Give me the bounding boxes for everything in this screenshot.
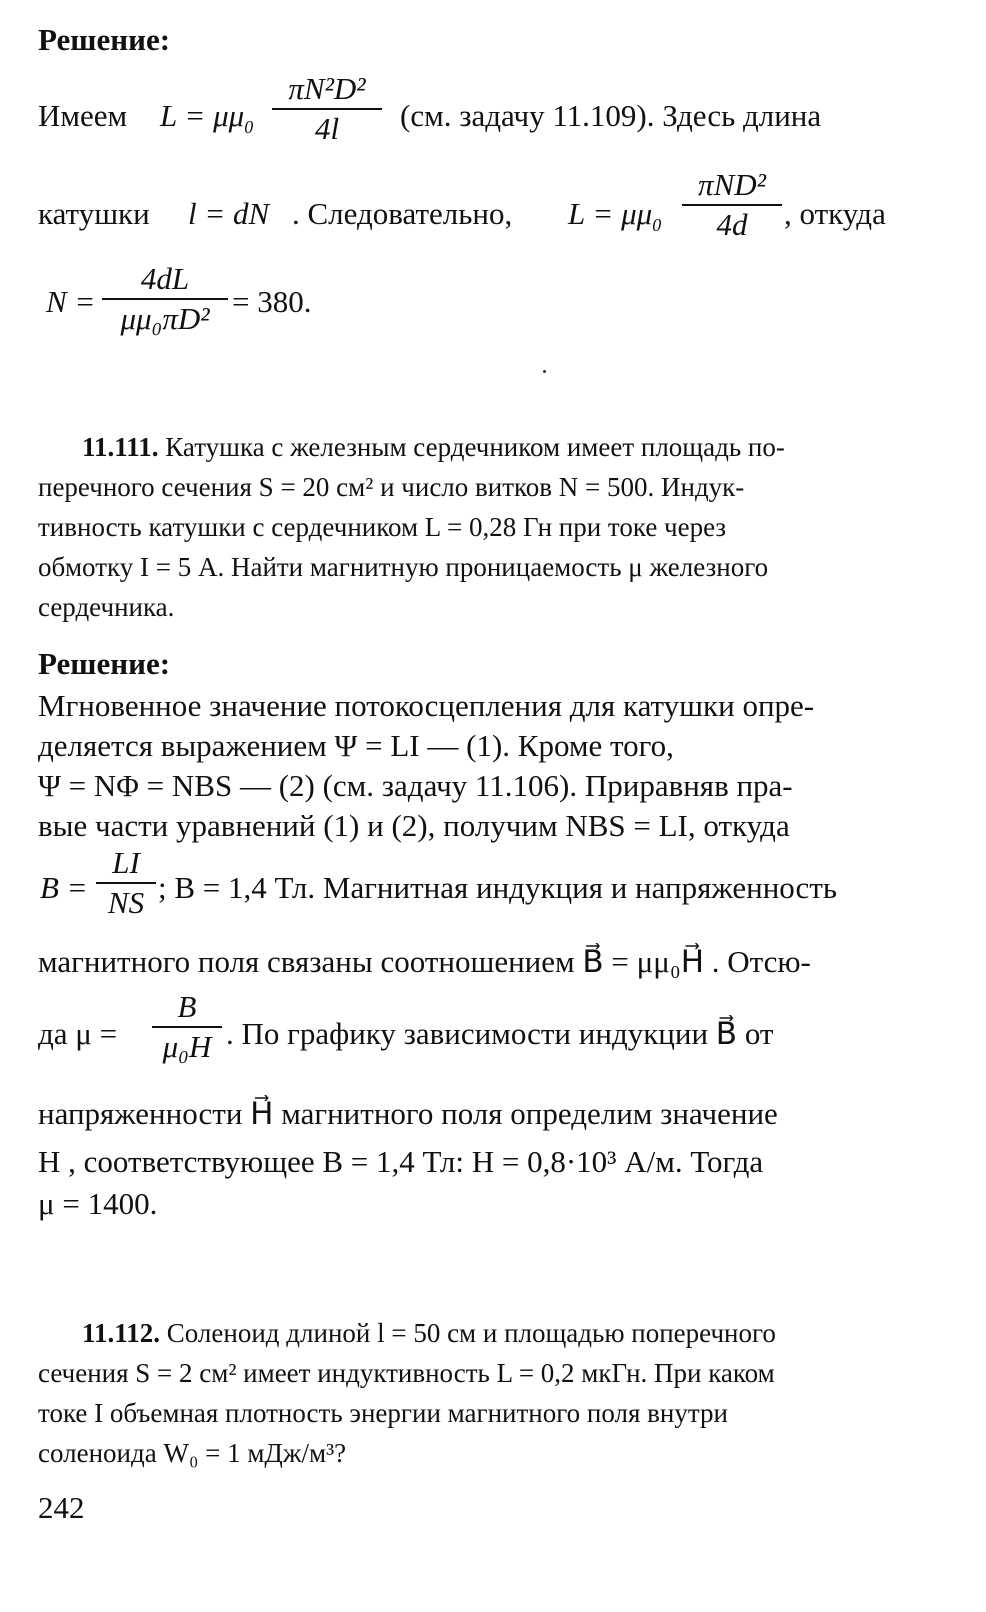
- formula: l = dN: [188, 196, 270, 231]
- text-line: Имеем: [38, 98, 128, 133]
- text-line: деляется выражением Ψ = LI — (1). Кроме того,: [38, 728, 674, 763]
- formula-fraction: πND² 4d: [682, 168, 782, 242]
- solution-heading: Решение:: [38, 646, 171, 681]
- text-line: катушки: [38, 196, 150, 231]
- text-line: да μ =: [38, 1016, 118, 1051]
- text-line: ; B = 1,4 Тл. Магнитная индукция и напряженность: [158, 870, 838, 905]
- formula-lhs: B =: [40, 870, 88, 905]
- problem-line: 11.111. Катушка с железным сердечником имеет площадь по-: [82, 432, 785, 462]
- formula-lhs: $L = \mu\mu_0$: [160, 98, 254, 138]
- formula-fraction: B μ₀H: [152, 990, 222, 1064]
- formula-lhs: N =: [46, 284, 96, 319]
- problem-number: 11.112.: [82, 1318, 161, 1348]
- text-line: (см. задачу 11.109). Здесь длина: [400, 98, 822, 133]
- problem-number: 11.111.: [82, 432, 159, 462]
- text-line: Ψ = NΦ = NBS — (2) (см. задачу 11.106). Приравняв пра-: [38, 768, 793, 803]
- solution-heading: Решение:: [38, 22, 171, 57]
- formula-result: = 380.: [232, 284, 312, 319]
- problem-line: обмотку I = 5 А. Найти магнитную проницаемость μ железного: [38, 552, 769, 582]
- problem-line: соленоида W₀ = 1 мДж/м³?: [38, 1438, 347, 1468]
- problem-line: тивность катушки с сердечником L = 0,28 Гн при токе через: [38, 512, 727, 542]
- problem-line: перечного сечения S = 20 см² и число витков N = 500. Индук-: [38, 472, 745, 502]
- problem-line: сердечника.: [38, 592, 175, 622]
- formula-lhs: $L = \mu\mu_0$: [568, 196, 662, 236]
- text-line: H , соответствующее B = 1,4 Тл: H = 0,8·10³ А/м. Тогда: [38, 1144, 764, 1179]
- text-line: вые части уравнений (1) и (2), получим NBS = LI, откуда: [38, 808, 790, 843]
- text-line: , откуда: [784, 196, 886, 231]
- formula-fraction: LI NS: [96, 846, 156, 920]
- page-number: 242: [38, 1490, 85, 1525]
- text-line: напряженности H⃗ магнитного поля определим значение: [38, 1096, 778, 1131]
- problem-line: 11.112. Соленоид длиной l = 50 см и площадью поперечного: [82, 1318, 776, 1348]
- text-line: Мгновенное значение потокосцепления для катушки опре-: [38, 688, 815, 723]
- text-line: магнитного поля связаны соотношением B⃗ = μμ₀H⃗ . Отсю-: [38, 944, 811, 979]
- text-line: . Следовательно,: [292, 196, 513, 231]
- problem-line: сечения S = 2 см² имеет индуктивность L = 0,2 мкГн. При каком: [38, 1358, 775, 1388]
- text-line: μ = 1400.: [38, 1186, 158, 1221]
- formula-fraction: πN²D² 4l: [272, 72, 382, 146]
- formula-fraction: 4dL μμ₀πD²: [102, 262, 228, 336]
- text-line: . По графику зависимости индукции B⃗ от: [226, 1016, 774, 1051]
- problem-line: токе I объемная плотность энергии магнитного поля внутри: [38, 1398, 728, 1428]
- speck: [543, 370, 546, 373]
